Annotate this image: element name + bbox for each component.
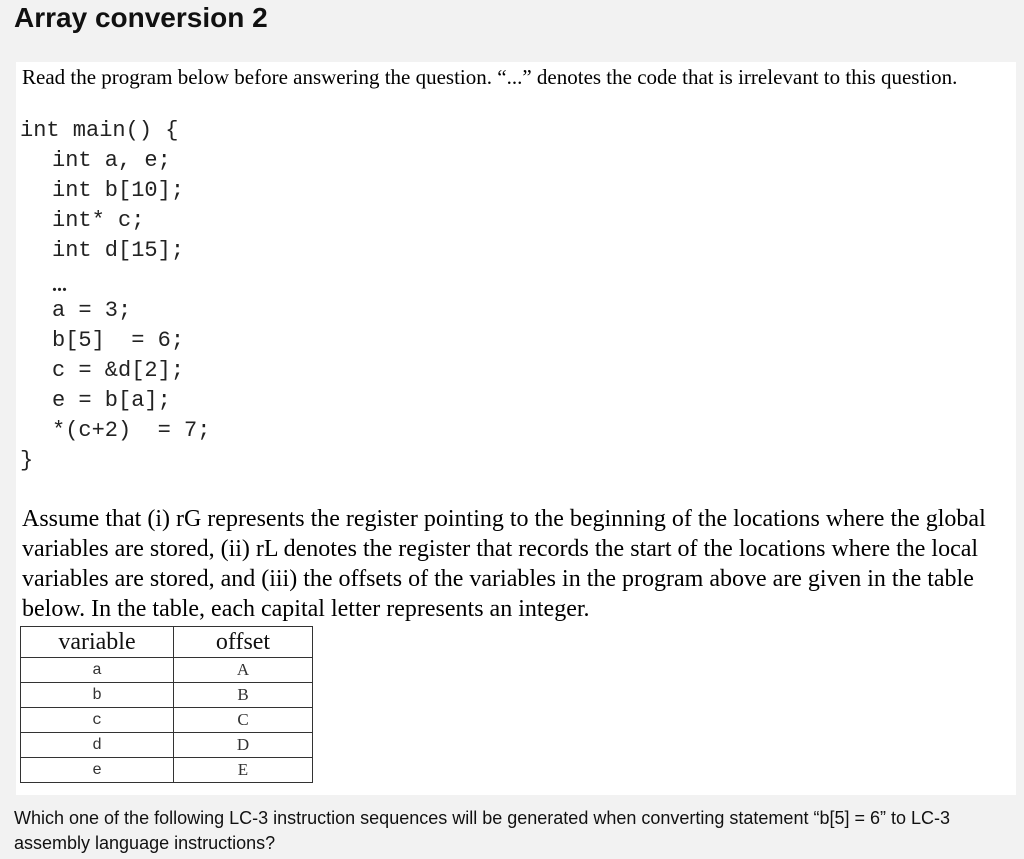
table-row [21,733,313,758]
table-cell-offset: B [174,683,313,708]
code-main-open: int main() { [20,118,179,143]
code-main-close: } [20,448,34,473]
table-header-offset: offset [174,627,313,658]
table-cell-variable: c [21,708,174,733]
code-line: int a, e; [52,148,171,173]
intro-text: Read the program below before answering the question. “...” denotes the code that is irrelevant to this question. [22,65,958,89]
document-image [16,62,1016,795]
table-cell-offset: C [174,708,313,733]
question-text: Which one of the following LC-3 instruction sequences will be generated when converting statement “b[5] = 6” to LC-3 assembly language instructions? [14,808,951,853]
table-cell-offset: D [174,733,313,758]
table-cell-variable: a [21,658,174,683]
code-line: a = 3; [52,298,132,323]
table-row [21,658,313,683]
table-row [21,708,313,733]
code-line: b[5] = 6; [52,328,185,353]
code-line: int b[10]; [52,178,185,203]
code-line: int* c; [52,208,145,233]
code-line: *(c+2) = 7; [52,418,211,443]
table-cell-variable: e [21,758,174,783]
table-header-variable: variable [21,627,174,658]
page-title: Array conversion 2 [14,2,268,33]
code-line: c = &d[2]; [52,358,185,383]
table-row [21,758,313,783]
code-line: int d[15]; [52,238,185,263]
table-cell-offset: A [174,658,313,683]
table-cell-variable: b [21,683,174,708]
table-row [21,683,313,708]
code-line: e = b[a]; [52,388,171,413]
assumption-text: Assume that (i) rG represents the register pointing to the beginning of the locations where the global variables are stored, (ii) rL denotes the register that records the start of the locations where the local variables are stored, and (iii) the offsets of the variables in the program above are given in the table below. In the table, each capital letter represents an integer. [22,506,986,622]
table-cell-offset: E [174,758,313,783]
table-header-row [21,627,313,658]
code-ellipsis: ... [52,274,67,296]
table-cell-variable: d [21,733,174,758]
offset-table [20,626,313,783]
